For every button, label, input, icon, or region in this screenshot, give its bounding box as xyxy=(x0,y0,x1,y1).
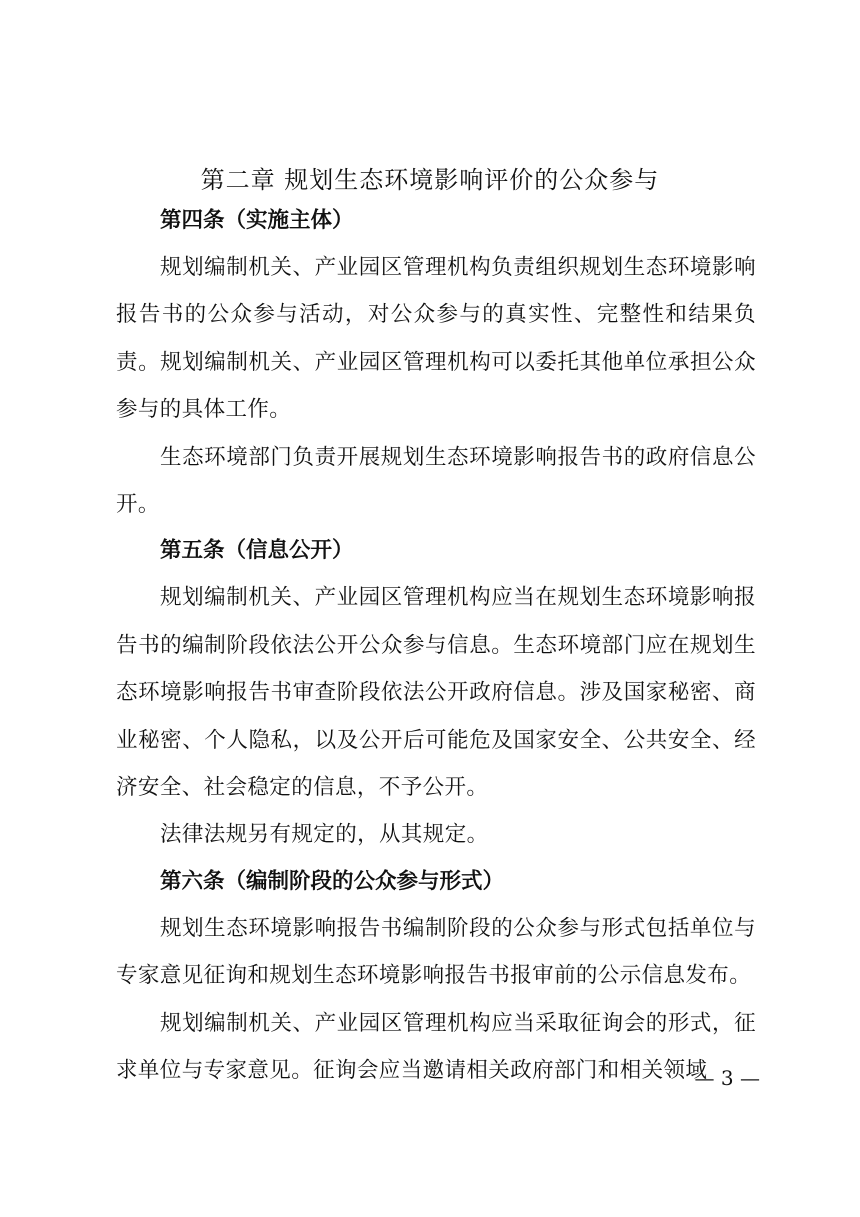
article-heading: 第五条（信息公开） xyxy=(160,538,354,564)
document-body xyxy=(116,198,756,1095)
article-5 xyxy=(116,528,756,858)
page-number: — 3 — xyxy=(694,1066,760,1090)
article-paragraph: 规划生态环境影响报告书编制阶段的公众参与形式包括单位与专家意见征询和规划生态环境影响报告书报审前的公示信息发布。 xyxy=(116,915,756,989)
article-paragraph: 规划编制机关、产业园区管理机构应当在规划生态环境影响报告书的编制阶段依法公开公众参与信息。生态环境部门应在规划生态环境影响报告书审查阶段依法公开政府信息。涉及国家秘密、商业秘密、个人隐私，以及公开后可能危及国家安全、公共安全、经济安全、社会稳定的信息，不予公开。 xyxy=(116,585,756,801)
article-paragraph: 规划编制机关、产业园区管理机构应当采取征询会的形式，征求单位与专家意见。征询会应当邀请相关政府部门和相关领域 xyxy=(116,1010,756,1084)
article-paragraph: 规划编制机关、产业园区管理机构负责组织规划生态环境影响报告书的公众参与活动，对公众参与的真实性、完整性和结果负责。规划编制机关、产业园区管理机构可以委托其他单位承担公众参与的具体工作。 xyxy=(116,255,756,423)
article-heading: 第四条（实施主体） xyxy=(160,208,354,233)
article-heading: 第六条（编制阶段的公众参与形式） xyxy=(160,868,505,894)
article-6 xyxy=(116,859,756,1095)
article-paragraph: 法律法规另有规定的，从其规定。 xyxy=(160,822,489,848)
chapter-title: 第二章 规划生态环境影响评价的公众参与 xyxy=(200,166,660,194)
article-4 xyxy=(116,198,756,528)
article-paragraph: 生态环境部门负责开展规划生态环境影响报告书的政府信息公开。 xyxy=(116,444,756,518)
